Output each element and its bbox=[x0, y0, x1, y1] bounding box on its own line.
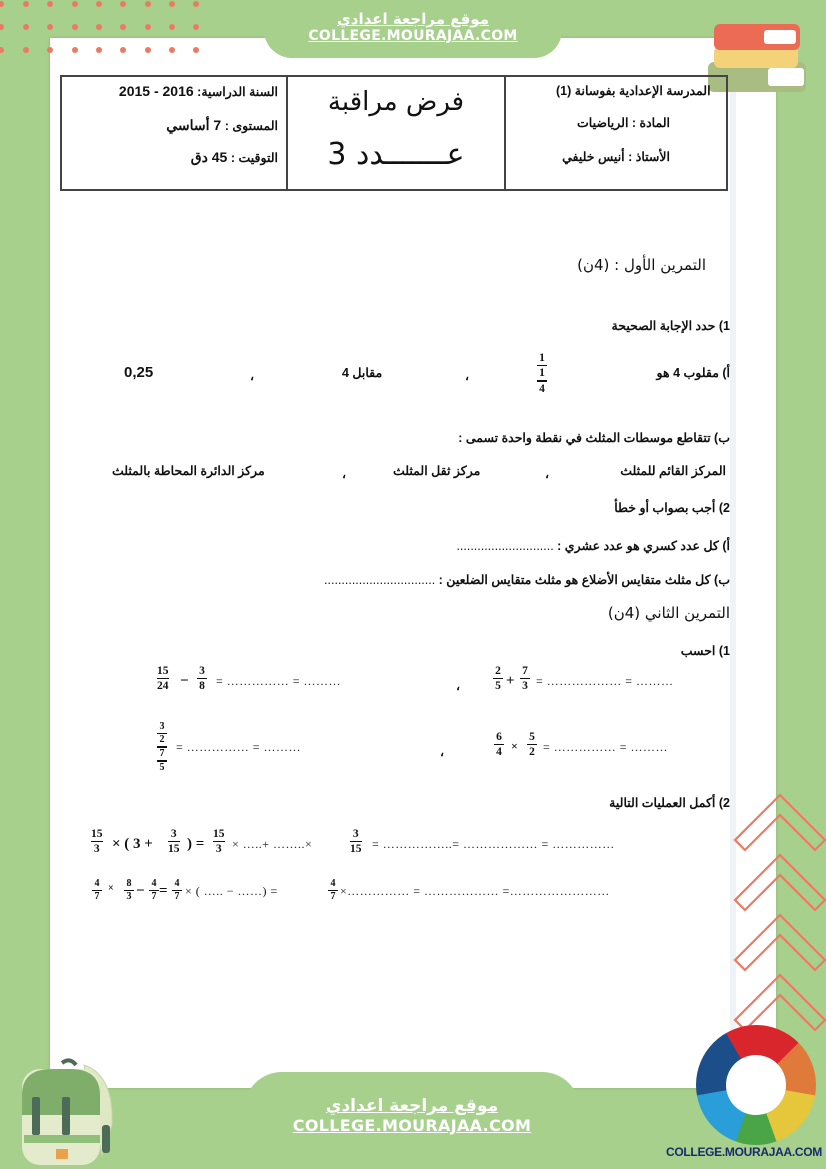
ex1-q1b-prompt: ب) تتقاطع موسطات المثلث في نقطة واحدة تسمى : bbox=[458, 431, 730, 445]
expression-part: ) = bbox=[187, 836, 205, 852]
header-info-left bbox=[62, 77, 288, 189]
school-year: السنة الدراسية: 2016 - 2015 bbox=[118, 83, 278, 99]
ex1-q1b-option-3: مركز الدائرة المحاطة بالمثلث bbox=[112, 464, 265, 478]
logo-url[interactable]: COLLEGE.MOURAJAA.COM bbox=[665, 1145, 822, 1159]
separator: ، bbox=[465, 369, 470, 383]
site-banner-bottom[interactable] bbox=[244, 1072, 580, 1169]
answer-blank[interactable]: × …..+ ……..× bbox=[232, 837, 313, 851]
fraction: 2 5 bbox=[493, 665, 503, 692]
level: المستوى : 7 أساسي bbox=[166, 117, 278, 133]
operator: × bbox=[511, 739, 518, 753]
separator: ، bbox=[545, 467, 550, 481]
ex1-q2b: ب) كل مثلث متقايس الأضلاع هو مثلث متقايس الضلعين : ................................ bbox=[324, 573, 730, 587]
header-info-right bbox=[506, 77, 726, 189]
fraction: 15 3 bbox=[213, 828, 225, 856]
answer-blank[interactable]: = …………… = ……… bbox=[543, 740, 669, 754]
operator: − bbox=[180, 673, 189, 689]
site-banner-top[interactable] bbox=[264, 0, 562, 58]
header-title-cell bbox=[288, 77, 506, 189]
site-url[interactable]: COLLEGE.MOURAJAA.COM bbox=[308, 28, 518, 44]
answer-blank[interactable]: ×…………… = ……………… =…………………… bbox=[340, 884, 610, 898]
separator: ، bbox=[440, 745, 445, 759]
ex1-q2a: أ) كل عدد كسري هو عدد عشري : ............................ bbox=[456, 539, 730, 553]
ex2-q1-title: 1) احسب bbox=[680, 644, 730, 658]
fraction: 3 15 bbox=[168, 828, 180, 856]
separator: ، bbox=[250, 369, 255, 383]
ex1-q1-title: 1) حدد الإجابة الصحيحة bbox=[611, 319, 730, 333]
site-name-arabic[interactable]: موقع مراجعة اعدادي bbox=[337, 10, 489, 28]
teacher: الأستاذ : أنيس خليفي bbox=[562, 150, 670, 164]
operator: − bbox=[136, 883, 145, 899]
subject: المادة : الرياضيات bbox=[577, 116, 670, 130]
exam-number: عـــــــدد 3 bbox=[327, 137, 465, 172]
chevron-up-icons bbox=[730, 790, 826, 1040]
operator: × bbox=[108, 883, 114, 894]
duration: التوقيت : 45 دق bbox=[190, 149, 278, 165]
duration-value: 45 دق bbox=[190, 149, 228, 165]
answer-blank[interactable]: = ……………… = ……… bbox=[536, 674, 674, 688]
operator: = bbox=[159, 883, 168, 899]
backpack-icon bbox=[14, 1055, 114, 1167]
operator: + bbox=[506, 673, 515, 689]
ex1-q1a-prompt: أ) مقلوب 4 هو bbox=[656, 366, 730, 380]
fraction: 4 7 bbox=[149, 879, 159, 902]
answer-blank[interactable]: = …………… = ……… bbox=[176, 740, 302, 754]
fraction: 5 2 bbox=[527, 731, 537, 758]
expression-part: × ( 3 + bbox=[112, 836, 153, 852]
ex1-q1a-option-2: مقابل 4 bbox=[342, 366, 383, 380]
site-logo-icon[interactable] bbox=[696, 1025, 816, 1145]
fraction: 8 3 bbox=[124, 879, 134, 902]
answer-blank[interactable]: ................................ bbox=[324, 573, 436, 587]
ex1-q1b-option-1: المركز القائم للمثلث bbox=[620, 464, 726, 478]
answer-blank[interactable]: = …………… = ……… bbox=[216, 674, 342, 688]
option-fraction: 1 1 4 bbox=[537, 352, 547, 395]
fraction: 15 3 bbox=[91, 828, 103, 856]
fraction: 6 4 bbox=[494, 731, 504, 758]
ex1-q2-title: 2) أجب بصواب أو خطأ bbox=[614, 501, 730, 515]
school-year-value: 2016 - 2015 bbox=[118, 83, 194, 99]
exercise-2-title: التمرين الثاني (4ن) bbox=[607, 604, 730, 622]
exercise-1-title: التمرين الأول : (4ن) bbox=[577, 256, 706, 274]
school-name: المدرسة الإعدادية بفوسانة (1) bbox=[556, 84, 711, 98]
separator: ، bbox=[342, 467, 347, 481]
ex1-q1b-option-2: مركز ثقل المثلث bbox=[393, 464, 481, 478]
decorative-dots-row bbox=[0, 47, 210, 57]
fraction: 3 8 bbox=[197, 665, 207, 692]
answer-blank[interactable]: × ( ….. − ……) = bbox=[185, 884, 278, 898]
exam-header-table bbox=[60, 75, 728, 191]
fraction: 3 15 bbox=[350, 828, 362, 856]
ex2-q2-title: 2) أكمل العمليات التالية bbox=[609, 796, 730, 810]
ex1-q1a-option-3: 0,25 bbox=[124, 364, 154, 381]
fraction: 7 3 bbox=[520, 665, 530, 692]
fraction: 4 7 bbox=[92, 879, 102, 902]
site-url[interactable]: COLLEGE.MOURAJAA.COM bbox=[292, 1116, 532, 1135]
exam-page bbox=[50, 38, 776, 1088]
fraction: 4 7 bbox=[172, 879, 182, 902]
answer-blank[interactable]: = ……………..= ……………… = …………… bbox=[372, 837, 615, 851]
answer-blank[interactable]: ............................ bbox=[456, 539, 554, 553]
site-name-arabic[interactable]: موقع مراجعة اعدادي bbox=[325, 1096, 499, 1116]
fraction: 4 7 bbox=[328, 879, 338, 902]
fraction: 15 24 bbox=[157, 665, 169, 693]
complex-fraction: 3 2 7 5 bbox=[157, 722, 167, 773]
level-value: 7 أساسي bbox=[166, 117, 222, 133]
exam-title: فرض مراقبة bbox=[327, 87, 465, 117]
separator: ، bbox=[456, 679, 461, 693]
